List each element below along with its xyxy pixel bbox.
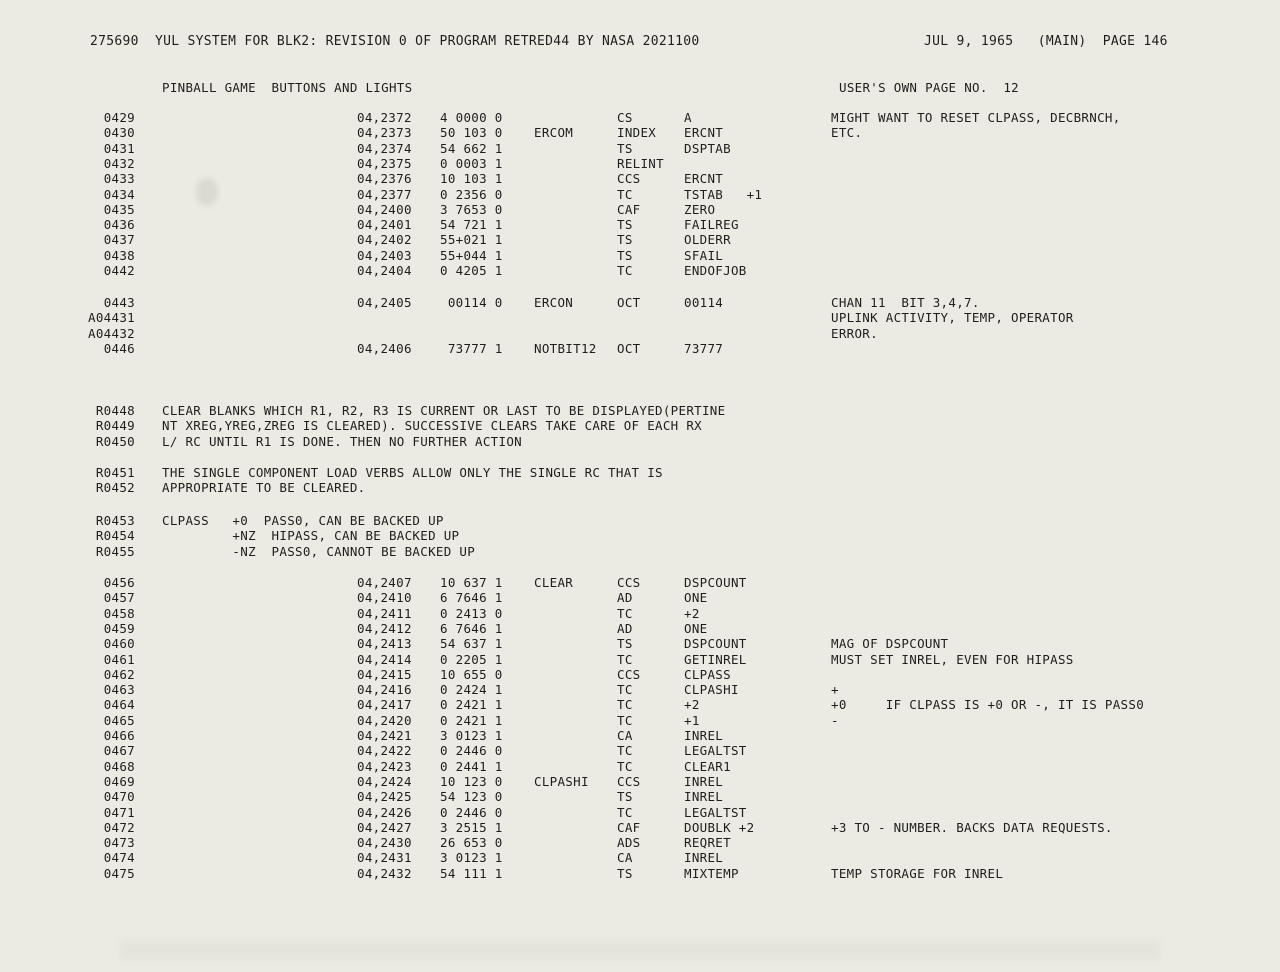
operand: CLPASS: [684, 666, 731, 682]
operand: SFAIL: [684, 247, 724, 263]
address: 04,2415: [357, 666, 412, 682]
operand: GETINREL: [684, 651, 747, 667]
line-number: 0472: [103, 819, 135, 835]
octal-code: 54 123 0: [440, 789, 503, 805]
opcode: CAF: [617, 201, 641, 217]
octal-code: 0 2446 0: [440, 743, 503, 759]
opcode: ADS: [617, 835, 641, 851]
opcode: OCT: [617, 295, 641, 310]
comment: TEMP STORAGE FOR INREL: [831, 865, 1004, 881]
opcode: CA: [617, 850, 633, 866]
operand: +2: [684, 605, 700, 621]
line-number: 0434: [103, 186, 135, 202]
address: 04,2417: [357, 697, 412, 713]
opcode: OCT: [617, 340, 641, 356]
operand: ONE: [684, 620, 708, 636]
octal-code: 50 103 0: [440, 125, 503, 141]
line-number: 0459: [103, 620, 135, 636]
comment: -: [831, 712, 839, 728]
line-number: 0463: [103, 682, 135, 698]
address: 04,2416: [357, 682, 412, 698]
octal-code: 0 2413 0: [440, 605, 503, 621]
octal-code: 0 2424 1: [440, 682, 503, 698]
operand: +1: [684, 712, 700, 728]
operand: OLDERR: [684, 232, 731, 248]
octal-code: 54 721 1: [440, 217, 503, 233]
line-number: 0429: [103, 110, 135, 125]
remark-text: CLEAR BLANKS WHICH R1, R2, R3 IS CURRENT OR LAST TO BE DISPLAYED(PERTINE: [162, 403, 726, 418]
remark-line-number: R0450: [95, 433, 135, 449]
address: 04,2400: [357, 201, 412, 217]
octal-code: 0 4205 1: [440, 263, 503, 278]
line-number: 0460: [103, 636, 135, 652]
octal-code: 0 2421 1: [440, 712, 503, 728]
address: 04,2405: [357, 295, 412, 310]
line-number: 0457: [103, 590, 135, 606]
line-number: 0442: [103, 263, 135, 278]
line-number: 0471: [103, 804, 135, 820]
opcode: CCS: [617, 171, 641, 187]
operand: DSPCOUNT: [684, 575, 747, 590]
octal-code: 00114 0: [440, 295, 503, 310]
opcode: TS: [617, 140, 633, 156]
address: 04,2411: [357, 605, 412, 621]
line-number: 0436: [103, 217, 135, 233]
opcode: CAF: [617, 819, 641, 835]
line-number: 0475: [103, 865, 135, 881]
line-number: 0433: [103, 171, 135, 187]
octal-code: 0 2441 1: [440, 758, 503, 774]
opcode: TC: [617, 758, 633, 774]
address: 04,2375: [357, 155, 412, 171]
address: 04,2414: [357, 651, 412, 667]
line-number: 0430: [103, 125, 135, 141]
opcode: TS: [617, 232, 633, 248]
opcode: TS: [617, 865, 633, 881]
operand: MIXTEMP: [684, 865, 739, 881]
show-through-text: [120, 940, 1160, 960]
octal-code: 0 2421 1: [440, 697, 503, 713]
address: 04,2422: [357, 743, 412, 759]
octal-code: 10 103 1: [440, 171, 503, 187]
opcode: TC: [617, 682, 633, 698]
remark-text: APPROPRIATE TO BE CLEARED.: [162, 480, 366, 496]
opcode: INDEX: [617, 125, 657, 141]
address: 04,2421: [357, 728, 412, 743]
opcode: TC: [617, 697, 633, 713]
opcode: CCS: [617, 773, 641, 789]
address: 04,2432: [357, 865, 412, 881]
octal-code: 10 123 0: [440, 773, 503, 789]
operand: 00114: [684, 295, 724, 310]
remark-text: THE SINGLE COMPONENT LOAD VERBS ALLOW ONLY THE SINGLE RC THAT IS: [162, 465, 663, 480]
line-number: 0437: [103, 232, 135, 248]
opcode: TS: [617, 789, 633, 805]
address: 04,2426: [357, 804, 412, 820]
symbol-label: ERCON: [534, 295, 574, 310]
address: 04,2431: [357, 850, 412, 866]
address: 04,2424: [357, 773, 412, 789]
address: 04,2402: [357, 232, 412, 248]
line-number: 0468: [103, 758, 135, 774]
page-header-left: 275690 YUL SYSTEM FOR BLK2: REVISION 0 OF PROGRAM RETRED44 BY NASA 2021100: [90, 34, 700, 49]
remark-text: -NZ PASS0, CANNOT BE BACKED UP: [162, 543, 476, 559]
octal-code: 73777 1: [440, 340, 503, 356]
operand: LEGALTST: [684, 804, 747, 820]
operand: DSPTAB: [684, 140, 731, 156]
octal-code: 54 637 1: [440, 636, 503, 652]
address: 04,2404: [357, 263, 412, 278]
opcode: TC: [617, 743, 633, 759]
address: 04,2420: [357, 712, 412, 728]
operand: 73777: [684, 340, 724, 356]
octal-code: 10 655 0: [440, 666, 503, 682]
line-number: A04432: [88, 325, 135, 341]
address: 04,2403: [357, 247, 412, 263]
opcode: TS: [617, 636, 633, 652]
symbol-label: ERCOM: [534, 125, 574, 141]
operand: +2: [684, 697, 700, 713]
operand: ENDOFJOB: [684, 263, 747, 278]
line-number: 0432: [103, 155, 135, 171]
operand: INREL: [684, 728, 724, 743]
octal-code: 3 7653 0: [440, 201, 503, 217]
address: 04,2413: [357, 636, 412, 652]
address: 04,2427: [357, 819, 412, 835]
operand: TSTAB +1: [684, 186, 763, 202]
line-number: 0473: [103, 835, 135, 851]
remark-line-number: R0451: [95, 465, 135, 480]
comment: +: [831, 682, 839, 698]
opcode: RELINT: [617, 155, 664, 171]
line-number: 0466: [103, 728, 135, 743]
opcode: AD: [617, 620, 633, 636]
symbol-label: CLPASHI: [534, 773, 589, 789]
operand: FAILREG: [684, 217, 739, 233]
line-number: 0465: [103, 712, 135, 728]
comment: MAG OF DSPCOUNT: [831, 636, 949, 652]
opcode: TC: [617, 605, 633, 621]
line-number: 0474: [103, 850, 135, 866]
operand: INREL: [684, 773, 724, 789]
operand: ZERO: [684, 201, 716, 217]
line-number: 0431: [103, 140, 135, 156]
address: 04,2425: [357, 789, 412, 805]
address: 04,2410: [357, 590, 412, 606]
line-number: 0469: [103, 773, 135, 789]
opcode: CA: [617, 728, 633, 743]
opcode: TC: [617, 186, 633, 202]
remark-line-number: R0448: [95, 403, 135, 418]
octal-code: 0 0003 1: [440, 155, 503, 171]
opcode: TC: [617, 804, 633, 820]
user-page-number: USER'S OWN PAGE NO. 12: [839, 80, 1019, 95]
address: 04,2430: [357, 835, 412, 851]
octal-code: 0 2446 0: [440, 804, 503, 820]
operand: DSPCOUNT: [684, 636, 747, 652]
operand: A: [684, 110, 692, 125]
remark-line-number: R0454: [95, 528, 135, 544]
octal-code: 54 111 1: [440, 865, 503, 881]
remark-line-number: R0455: [95, 543, 135, 559]
symbol-label: NOTBIT12: [534, 340, 597, 356]
remark-text: NT XREG,YREG,ZREG IS CLEARED). SUCCESSIVE CLEARS TAKE CARE OF EACH RX: [162, 418, 702, 434]
octal-code: 55+044 1: [440, 247, 503, 263]
address: 04,2406: [357, 340, 412, 356]
line-number: 0456: [103, 575, 135, 590]
octal-code: 3 0123 1: [440, 728, 503, 743]
operand: CLPASHI: [684, 682, 739, 698]
opcode: CCS: [617, 575, 641, 590]
octal-code: 6 7646 1: [440, 590, 503, 606]
page-header-right: JUL 9, 1965 (MAIN) PAGE 146: [924, 34, 1168, 49]
comment: MIGHT WANT TO RESET CLPASS, DECBRNCH,: [831, 110, 1121, 125]
octal-code: 55+021 1: [440, 232, 503, 248]
address: 04,2423: [357, 758, 412, 774]
section-title: PINBALL GAME BUTTONS AND LIGHTS: [162, 80, 413, 95]
opcode: TS: [617, 247, 633, 263]
line-number: 0435: [103, 201, 135, 217]
operand: LEGALTST: [684, 743, 747, 759]
remark-text: CLPASS +0 PASS0, CAN BE BACKED UP: [162, 513, 444, 528]
octal-code: 0 2356 0: [440, 186, 503, 202]
operand: ERCNT: [684, 171, 724, 187]
address: 04,2401: [357, 217, 412, 233]
octal-code: 54 662 1: [440, 140, 503, 156]
opcode: TC: [617, 263, 633, 278]
comment: +0 IF CLPASS IS +0 OR -, IT IS PASS0: [831, 697, 1145, 713]
opcode: CCS: [617, 666, 641, 682]
opcode: CS: [617, 110, 633, 125]
comment: ERROR.: [831, 325, 878, 341]
octal-code: 10 637 1: [440, 575, 503, 590]
remark-text: +NZ HIPASS, CAN BE BACKED UP: [162, 528, 460, 544]
remark-line-number: R0449: [95, 418, 135, 434]
remark-line-number: R0452: [95, 480, 135, 496]
ink-smudge: [196, 178, 218, 206]
octal-code: 4 0000 0: [440, 110, 503, 125]
address: 04,2407: [357, 575, 412, 590]
symbol-label: CLEAR: [534, 575, 574, 590]
operand: INREL: [684, 789, 724, 805]
operand: INREL: [684, 850, 724, 866]
operand: DOUBLK +2: [684, 819, 755, 835]
octal-code: 3 0123 1: [440, 850, 503, 866]
address: 04,2372: [357, 110, 412, 125]
octal-code: 26 653 0: [440, 835, 503, 851]
opcode: AD: [617, 590, 633, 606]
comment: +3 TO - NUMBER. BACKS DATA REQUESTS.: [831, 819, 1113, 835]
octal-code: 6 7646 1: [440, 620, 503, 636]
operand: ONE: [684, 590, 708, 606]
address: 04,2373: [357, 125, 412, 141]
operand: CLEAR1: [684, 758, 731, 774]
line-number: 0443: [103, 295, 135, 310]
comment: UPLINK ACTIVITY, TEMP, OPERATOR: [831, 310, 1074, 326]
operand: REQRET: [684, 835, 731, 851]
line-number: 0438: [103, 247, 135, 263]
comment: ETC.: [831, 125, 863, 141]
address: 04,2377: [357, 186, 412, 202]
opcode: TC: [617, 712, 633, 728]
comment: MUST SET INREL, EVEN FOR HIPASS: [831, 651, 1074, 667]
address: 04,2412: [357, 620, 412, 636]
line-number: 0462: [103, 666, 135, 682]
line-number: 0467: [103, 743, 135, 759]
line-number: 0464: [103, 697, 135, 713]
line-number: 0458: [103, 605, 135, 621]
opcode: TS: [617, 217, 633, 233]
line-number: 0446: [103, 340, 135, 356]
comment: CHAN 11 BIT 3,4,7.: [831, 295, 980, 310]
octal-code: 0 2205 1: [440, 651, 503, 667]
remark-line-number: R0453: [95, 513, 135, 528]
remark-text: L/ RC UNTIL R1 IS DONE. THEN NO FURTHER ACTION: [162, 433, 522, 449]
operand: ERCNT: [684, 125, 724, 141]
address: 04,2374: [357, 140, 412, 156]
line-number: 0470: [103, 789, 135, 805]
line-number: A04431: [88, 310, 135, 326]
address: 04,2376: [357, 171, 412, 187]
line-number: 0461: [103, 651, 135, 667]
opcode: TC: [617, 651, 633, 667]
octal-code: 3 2515 1: [440, 819, 503, 835]
